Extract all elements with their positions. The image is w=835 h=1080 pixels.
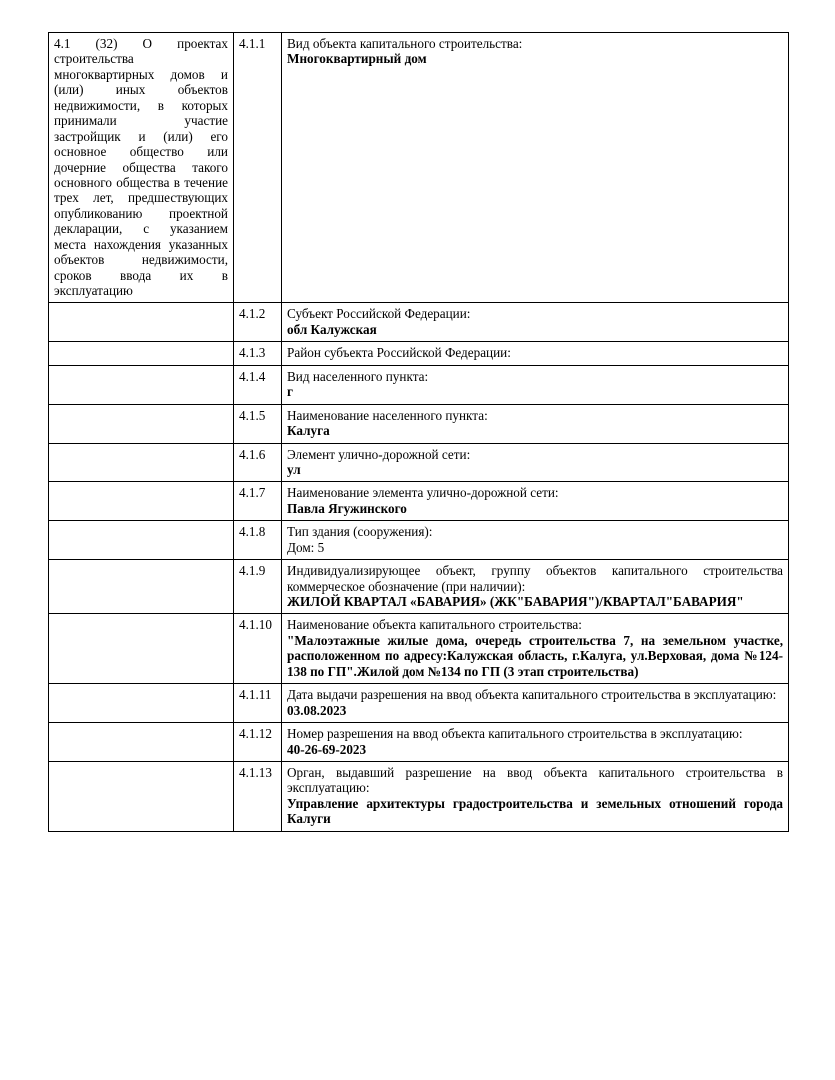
row-question-4-1-1: Вид объекта капитального строительства: bbox=[287, 36, 523, 51]
row-number-4-1-3: 4.1.3 bbox=[234, 342, 282, 365]
row-question-4-1-12: Номер разрешения на ввод объекта капитального строительства в эксплуатацию: bbox=[287, 726, 743, 742]
row-question-4-1-7: Наименование элемента улично-дорожной сети: bbox=[287, 485, 559, 501]
table-row bbox=[49, 521, 789, 560]
empty-label-cell bbox=[49, 521, 234, 560]
row-question-4-1-3: Район субъекта Российской Федерации: bbox=[287, 345, 511, 361]
row-answer-4-1-13: Управление архитектуры градостроительства и земельных отношений города Калуги bbox=[287, 795, 783, 827]
section-label-text: 4.1 (32) О проектах строительства многоквартирных домов и (или) иных объектов недвижимости, в которых принимали участие застройщик и (или) его основное общество или дочерние общества такого основного общества в течение трех лет, предшествующих опубликованию проектной декларации, с указанием места нахождения указанных объектов недвижимости, сроков ввода их в эксплуатацию bbox=[54, 36, 228, 298]
empty-label-cell bbox=[49, 443, 234, 482]
table-row bbox=[49, 404, 789, 443]
declaration-table bbox=[48, 32, 789, 832]
section-label-cell bbox=[49, 33, 234, 303]
row-answer-4-1-5: Калуга bbox=[287, 423, 330, 439]
row-question-4-1-5: Наименование населенного пункта: bbox=[287, 407, 488, 423]
row-content-4-1-11 bbox=[282, 684, 789, 723]
row-number-4-1-12: 4.1.12 bbox=[234, 723, 282, 762]
table-row bbox=[49, 761, 789, 831]
row-question-4-1-8: Тип здания (сооружения): bbox=[287, 524, 433, 540]
table-row bbox=[49, 443, 789, 482]
empty-label-cell bbox=[49, 614, 234, 684]
empty-label-cell bbox=[49, 723, 234, 762]
row-number-4-1-4: 4.1.4 bbox=[234, 365, 282, 404]
table-row bbox=[49, 560, 789, 614]
row-question-4-1-2: Субъект Российской Федерации: bbox=[287, 306, 471, 322]
row-answer-4-1-12: 40-26-69-2023 bbox=[287, 741, 367, 757]
table-row bbox=[49, 482, 789, 521]
empty-label-cell bbox=[49, 560, 234, 614]
empty-label-cell bbox=[49, 365, 234, 404]
row-answer-4-1-8: Дом: 5 bbox=[287, 539, 325, 555]
row-answer-4-1-7: Павла Ягужинского bbox=[287, 500, 407, 516]
row-answer-4-1-9: ЖИЛОЙ КВАРТАЛ «БАВАРИЯ» (ЖК"БАВАРИЯ")/КВАРТАЛ"БАВАРИЯ" bbox=[287, 594, 744, 609]
row-content-4-1-8 bbox=[282, 521, 789, 560]
row-number-4-1-9: 4.1.9 bbox=[234, 560, 282, 614]
row-content-4-1-1 bbox=[282, 33, 789, 303]
row-number-4-1-10: 4.1.10 bbox=[234, 614, 282, 684]
row-question-4-1-4: Вид населенного пункта: bbox=[287, 368, 429, 384]
row-question-4-1-11: Дата выдачи разрешения на ввод объекта капитального строительства в эксплуатацию: bbox=[287, 687, 777, 703]
table-row bbox=[49, 723, 789, 762]
row-content-4-1-5 bbox=[282, 404, 789, 443]
empty-label-cell bbox=[49, 303, 234, 342]
row-number-4-1-1: 4.1.1 bbox=[234, 33, 282, 303]
row-content-4-1-12 bbox=[282, 723, 789, 762]
empty-label-cell bbox=[49, 761, 234, 831]
row-question-4-1-9: Индивидуализирующее объект, группу объектов капитального строительства коммерческое обозначение (при наличии): bbox=[287, 563, 783, 594]
row-content-4-1-9 bbox=[282, 560, 789, 614]
row-content-4-1-2 bbox=[282, 303, 789, 342]
row-number-4-1-13: 4.1.13 bbox=[234, 761, 282, 831]
empty-label-cell bbox=[49, 482, 234, 521]
row-question-4-1-6: Элемент улично-дорожной сети: bbox=[287, 446, 471, 462]
row-number-4-1-6: 4.1.6 bbox=[234, 443, 282, 482]
row-answer-4-1-1: Многоквартирный дом bbox=[287, 51, 427, 67]
row-number-4-1-5: 4.1.5 bbox=[234, 404, 282, 443]
row-number-4-1-2: 4.1.2 bbox=[234, 303, 282, 342]
table-row bbox=[49, 614, 789, 684]
row-question-4-1-10: Наименование объекта капитального строительства: bbox=[287, 617, 582, 633]
row-content-4-1-13 bbox=[282, 761, 789, 831]
table-row bbox=[49, 365, 789, 404]
row-content-4-1-10 bbox=[282, 614, 789, 684]
row-content-4-1-7 bbox=[282, 482, 789, 521]
empty-label-cell bbox=[49, 404, 234, 443]
table-row bbox=[49, 342, 789, 365]
row-answer-4-1-2: обл Калужская bbox=[287, 321, 377, 337]
row-content-4-1-6 bbox=[282, 443, 789, 482]
row-answer-4-1-6: ул bbox=[287, 461, 301, 477]
row-content-4-1-3 bbox=[282, 342, 789, 365]
row-number-4-1-8: 4.1.8 bbox=[234, 521, 282, 560]
table-row bbox=[49, 33, 789, 303]
row-number-4-1-7: 4.1.7 bbox=[234, 482, 282, 521]
empty-label-cell bbox=[49, 342, 234, 365]
table-row bbox=[49, 303, 789, 342]
row-answer-4-1-10: "Малоэтажные жилые дома, очередь строительства 7, на земельном участке, расположенном по адресу:Калужская область, г.Калуга, ул.Верховая, дома №124-138 по ГП".Жилой дом №134 по ГП (3 этап строительства) bbox=[287, 632, 783, 679]
empty-label-cell bbox=[49, 684, 234, 723]
row-number-4-1-11: 4.1.11 bbox=[234, 684, 282, 723]
table-row bbox=[49, 684, 789, 723]
row-question-4-1-13: Орган, выдавший разрешение на ввод объекта капитального строительства в эксплуатацию: bbox=[287, 764, 783, 796]
row-answer-4-1-11: 03.08.2023 bbox=[287, 702, 347, 718]
row-answer-4-1-4: г bbox=[287, 384, 293, 400]
row-content-4-1-4 bbox=[282, 365, 789, 404]
